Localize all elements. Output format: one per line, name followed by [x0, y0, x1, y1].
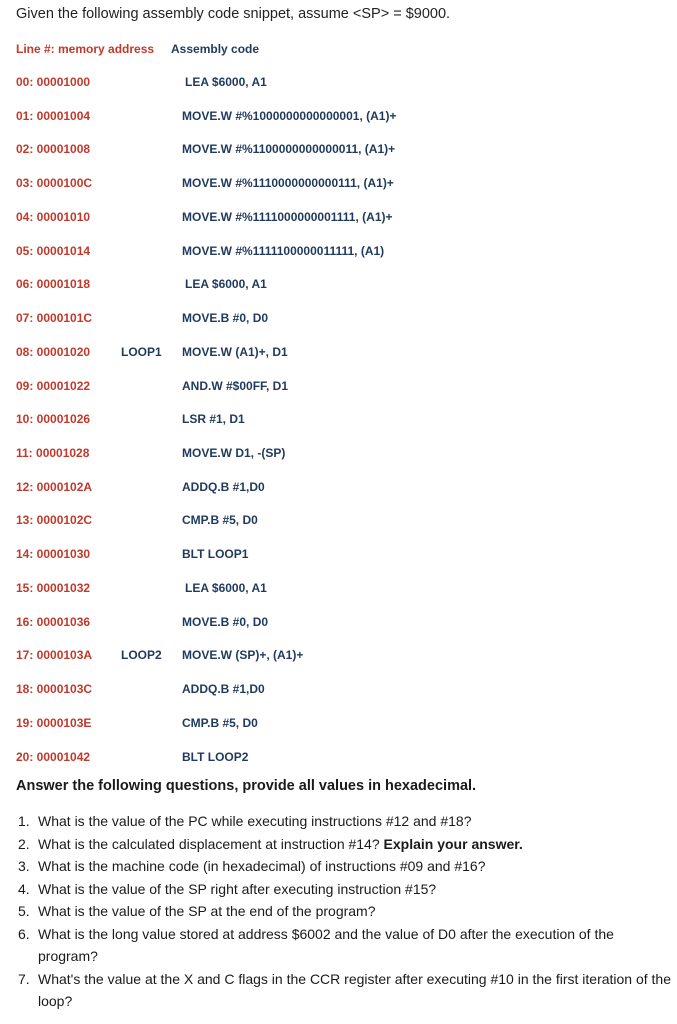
line-address: 08: 00001020 — [16, 344, 91, 359]
assembly-instruction: ADDQ.B #1,D0 — [182, 479, 265, 494]
question-emphasis: Explain your answer. — [383, 835, 523, 852]
code-row — [0, 311, 677, 329]
question-number: 7. — [18, 970, 30, 987]
line-address: 00: 00001000 — [16, 75, 91, 89]
assembly-instruction: MOVE.W #%1000000000000001, (A1)+ — [182, 108, 397, 123]
code-row — [0, 648, 677, 666]
loop-label: LOOP2 — [121, 648, 162, 663]
code-row — [0, 513, 677, 531]
question-text: What is the value of the SP right after executing instruction #15? — [38, 880, 437, 897]
line-address: 03: 0000100C — [16, 176, 93, 191]
assembly-instruction: MOVE.W #%1111100000011111, (A1) — [182, 243, 385, 258]
question-item — [16, 810, 672, 833]
assembly-instruction: MOVE.W #%1111000000001111, (A1)+ — [182, 209, 393, 224]
assembly-instruction: MOVE.W #%1100000000000011, (A1)+ — [182, 142, 396, 157]
question-list — [16, 810, 672, 1013]
question-text: What is the long value stored at address $6002 and the value of D0 after the execution of the program? — [38, 925, 614, 964]
question-text: What is the machine code (in hexadecimal) of instructions #09 and #16? — [38, 858, 486, 874]
line-address: 13: 0000102C — [16, 513, 93, 528]
assembly-instruction: LEA $6000, A1 — [185, 580, 267, 595]
code-row — [0, 412, 677, 430]
code-row — [0, 581, 677, 599]
line-address: 06: 00001018 — [16, 277, 91, 292]
question-number: 3. — [18, 858, 30, 874]
line-address: 01: 00001004 — [16, 108, 91, 123]
question-item — [16, 968, 672, 1013]
assembly-instruction: ADDQ.B #1,D0 — [182, 682, 265, 697]
code-row — [0, 142, 677, 160]
line-address: 07: 0000101C — [16, 311, 93, 326]
line-address: 05: 00001014 — [16, 243, 91, 258]
code-row — [0, 547, 677, 565]
question-text: What is the value of the PC while executing instructions #12 and #18? — [38, 813, 472, 829]
code-row — [0, 750, 677, 768]
assembly-code-header: Assembly code — [171, 42, 260, 56]
question-item — [16, 833, 672, 856]
line-address: 14: 00001030 — [16, 547, 91, 562]
question-item — [16, 900, 672, 923]
assembly-instruction: MOVE.W #%1110000000000111, (A1)+ — [182, 176, 394, 191]
assembly-instruction: LSR #1, D1 — [182, 412, 245, 427]
line-address: 20: 00001042 — [16, 749, 91, 764]
assembly-instruction: LEA $6000, A1 — [185, 75, 267, 89]
line-address: 09: 00001022 — [16, 378, 91, 393]
line-address: 17: 0000103A — [16, 648, 93, 663]
assembly-instruction: BLT LOOP1 — [182, 547, 249, 562]
question-number: 6. — [18, 925, 30, 942]
assembly-instruction: CMP.B #5, D0 — [182, 513, 258, 528]
assembly-instruction: MOVE.B #0, D0 — [182, 614, 269, 629]
assembly-instruction: LEA $6000, A1 — [185, 277, 267, 292]
intro-text: Given the following assembly code snippet, assume <SP> = $9000. — [16, 6, 451, 22]
code-row — [0, 345, 677, 363]
assembly-instruction: MOVE.W (A1)+, D1 — [182, 344, 288, 359]
code-row — [0, 379, 677, 397]
line-address: 04: 00001010 — [16, 209, 91, 224]
question-text: What is the calculated displacement at instruction #14? — [38, 835, 380, 852]
code-row — [0, 615, 677, 633]
assembly-instruction: CMP.B #5, D0 — [182, 715, 258, 730]
code-row — [0, 277, 677, 295]
question-number: 4. — [18, 880, 30, 897]
code-row — [0, 176, 677, 194]
line-address: 11: 00001028 — [16, 446, 90, 461]
line-address: 10: 00001026 — [16, 412, 91, 427]
question-number: 5. — [18, 903, 30, 919]
line-address: 12: 0000102A — [16, 479, 93, 494]
question-item — [16, 855, 672, 878]
line-address: 02: 00001008 — [16, 142, 91, 157]
answer-heading: Answer the following questions, provide all values in hexadecimal. — [16, 778, 477, 794]
line-address-header: Line #: memory address — [16, 42, 155, 56]
loop-label: LOOP1 — [121, 344, 162, 359]
question-item — [16, 878, 672, 901]
code-row — [0, 716, 677, 734]
line-address: 19: 0000103E — [16, 715, 92, 730]
question-item — [16, 923, 672, 968]
question-text: What is the value of the SP at the end of the program? — [38, 903, 376, 919]
code-row — [0, 480, 677, 498]
code-row — [0, 446, 677, 464]
line-address: 16: 00001036 — [16, 614, 91, 629]
line-address: 15: 00001032 — [16, 580, 91, 595]
code-row — [0, 682, 677, 700]
code-row — [0, 210, 677, 228]
code-row — [0, 75, 677, 93]
assembly-instruction: BLT LOOP2 — [182, 749, 249, 764]
assembly-instruction: MOVE.W D1, -(SP) — [182, 446, 286, 461]
question-number: 1. — [18, 813, 30, 829]
line-address: 18: 0000103C — [16, 682, 93, 697]
assembly-instruction: AND.W #$00FF, D1 — [182, 378, 289, 393]
code-row — [0, 109, 677, 127]
question-text: What's the value at the X and C flags in the CCR register after executing #10 in the first iteration of the loop? — [38, 970, 672, 1009]
question-number: 2. — [18, 835, 30, 852]
assembly-instruction: MOVE.B #0, D0 — [182, 311, 269, 326]
assembly-instruction: MOVE.W (SP)+, (A1)+ — [182, 648, 304, 663]
code-row — [0, 244, 677, 262]
